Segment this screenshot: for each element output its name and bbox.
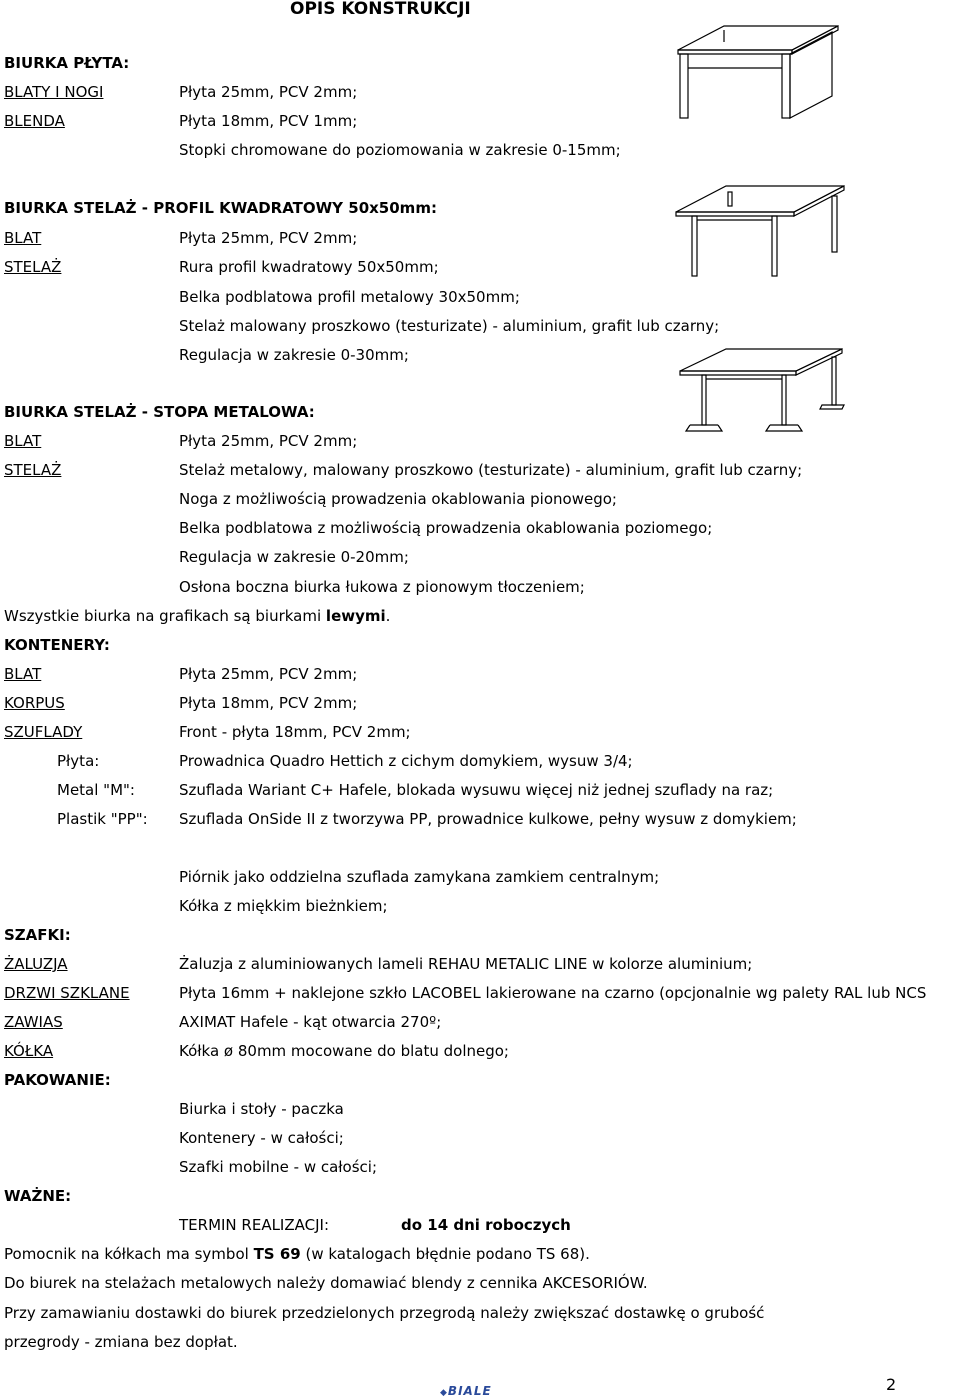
line-pak-1: Biurka i stoły - paczka [179, 1100, 344, 1118]
line-s3-3: Belka podblatowa z możliwością prowadzenia okablowania poziomego; [179, 519, 713, 537]
square-frame-desk-illustration [672, 182, 848, 282]
panel-desk-illustration [672, 22, 840, 122]
line-s2-3: Stelaż malowany proszkowo (testurizate) - aluminium, grafit lub czarny; [179, 317, 720, 335]
value-blat-s3: Płyta 25mm, PCV 2mm; [179, 432, 358, 450]
section-heading-stopa-metalowa: BIURKA STELAŻ - STOPA METALOWA: [4, 403, 315, 421]
paragraph-dostawki: Przy zamawianiu dostawki do biurek przedzielonych przegrodą należy zwiększać dostawkę o grubość [4, 1304, 765, 1322]
value-metal-sub: Szuflada Wariant C+ Hafele, blokada wysuwu więcej niż jednej szuflady na raz; [179, 781, 774, 799]
paragraph-pomocnik: Pomocnik na kółkach ma symbol TS 69 (w katalogach błędnie podano TS 68). [4, 1245, 590, 1263]
label-zawias: ZAWIAS [4, 1013, 63, 1031]
label-blat-s4: BLAT [4, 665, 42, 683]
value-termin: do 14 dni roboczych [401, 1216, 571, 1234]
value-blat-s2: Płyta 25mm, PCV 2mm; [179, 229, 358, 247]
page-title: OPIS KONSTRUKCJI [290, 0, 471, 19]
section-heading-profil-kwadratowy: BIURKA STELAŻ - PROFIL KWADRATOWY 50x50mm: [4, 199, 437, 217]
line-pak-2: Kontenery - w całości; [179, 1129, 344, 1147]
section-heading-wazne: WAŻNE: [4, 1187, 72, 1205]
biale-logo: ◆BIALE [440, 1384, 492, 1398]
line-s3-2: Noga z możliwością prowadzenia okablowania pionowego; [179, 490, 617, 508]
value-blenda: Płyta 18mm, PCV 1mm; [179, 112, 358, 130]
line-s3-5: Osłona boczna biurka łukowa z pionowym tłoczeniem; [179, 578, 585, 596]
value-blaty-i-nogi: Płyta 25mm, PCV 2mm; [179, 83, 358, 101]
label-plastik-sub: Plastik "PP": [57, 810, 148, 828]
value-plastik-sub: Szuflada OnSide II z tworzywa PP, prowadnice kulkowe, pełny wysuw z domykiem; [179, 810, 797, 828]
line-s3-4: Regulacja w zakresie 0-20mm; [179, 548, 409, 566]
label-blat-s3: BLAT [4, 432, 42, 450]
value-zawias: AXIMAT Hafele - kąt otwarcia 270º; [179, 1013, 442, 1031]
label-szuflady: SZUFLADY [4, 723, 83, 741]
line-kolka-kontener: Kółka z miękkim bieżnkiem; [179, 897, 388, 915]
label-plyta-sub: Płyta: [57, 752, 100, 770]
value-blat-s4: Płyta 25mm, PCV 2mm; [179, 665, 358, 683]
note-lewe-biurka: Wszystkie biurka na grafikach są biurkami lewymi. [4, 607, 391, 625]
label-zaluzja: ŻALUZJA [4, 955, 68, 973]
value-korpus: Płyta 18mm, PCV 2mm; [179, 694, 358, 712]
line-s2-1: Rura profil kwadratowy 50x50mm; [179, 258, 439, 276]
value-szuflady: Front - płyta 18mm, PCV 2mm; [179, 723, 411, 741]
line-s2-4: Regulacja w zakresie 0-30mm; [179, 346, 409, 364]
label-blat-s2: BLAT [4, 229, 42, 247]
label-blenda: BLENDA [4, 112, 65, 130]
line-s2-2: Belka podblatowa profil metalowy 30x50mm; [179, 288, 520, 306]
value-plyta-sub: Prowadnica Quadro Hettich z cichym domykiem, wysuw 3/4; [179, 752, 633, 770]
page-number: 2 [886, 1375, 897, 1394]
section-heading-kontenery: KONTENERY: [4, 636, 110, 654]
label-metal-sub: Metal "M": [57, 781, 135, 799]
label-korpus: KORPUS [4, 694, 65, 712]
label-termin: TERMIN REALIZACJI: [179, 1216, 330, 1234]
section-heading-biurka-plyta: BIURKA PŁYTA: [4, 54, 130, 72]
foot-frame-desk-illustration [672, 345, 848, 437]
label-drzwi-szklane: DRZWI SZKLANE [4, 984, 130, 1002]
line-pak-3: Szafki mobilne - w całości; [179, 1158, 378, 1176]
label-stelaz-s2: STELAŻ [4, 258, 62, 276]
section-heading-pakowanie: PAKOWANIE: [4, 1071, 111, 1089]
value-stopki: Stopki chromowane do poziomowania w zakresie 0-15mm; [179, 141, 621, 159]
section-heading-szafki: SZAFKI: [4, 926, 71, 944]
label-kolka-szafki: KÓŁKA [4, 1042, 54, 1060]
label-stelaz-s3: STELAŻ [4, 461, 62, 479]
value-zaluzja: Żaluzja z aluminiowanych lameli REHAU METALIC LINE w kolorze aluminium; [179, 955, 753, 973]
line-s3-1: Stelaż metalowy, malowany proszkowo (testurizate) - aluminium, grafit lub czarny; [179, 461, 803, 479]
paragraph-przegrody: przegrody - zmiana bez dopłat. [4, 1333, 238, 1351]
value-kolka-szafki: Kółka ø 80mm mocowane do blatu dolnego; [179, 1042, 509, 1060]
label-blaty-i-nogi: BLATY I NOGI [4, 83, 104, 101]
value-drzwi-szklane: Płyta 16mm + naklejone szkło LACOBEL lakierowane na czarno (opcjonalnie wg palety RAL lub NCS [179, 984, 927, 1002]
line-piornik: Piórnik jako oddzielna szuflada zamykana zamkiem centralnym; [179, 868, 660, 886]
paragraph-blendy: Do biurek na stelażach metalowych należy domawiać blendy z cennika AKCESORIÓW. [4, 1274, 648, 1292]
